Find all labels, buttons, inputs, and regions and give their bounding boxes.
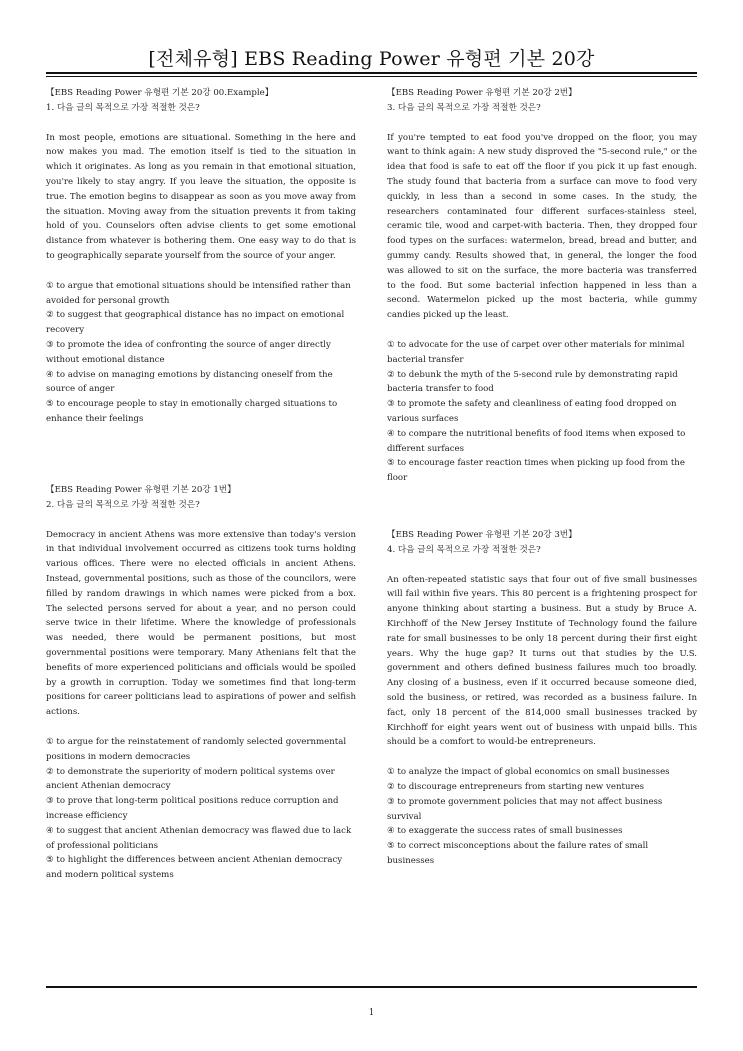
answer-option-2[interactable]: ② to demonstrate the superiority of modern political systems over ancient Athenian democracy <box>46 766 335 792</box>
answer-options <box>46 279 356 427</box>
answer-option-3[interactable]: ③ to promote government policies that may not affect business survival <box>387 796 663 822</box>
answer-option-3[interactable]: ③ to promote the safety and cleanliness of eating food dropped on various surfaces <box>387 399 677 424</box>
question-passage: Democracy in ancient Athens was more extensive than today's version in that individual involvement occurred as citizens took turns holding various offices. There were no elected officials in ancient Athens. Instead, governmental positions, such as those of the councilors, were filled by random drawings in which names were picked from a box. The selected persons served for about a year, and no person could serve twice in their lifetime. Where the knowledge of professionals was needed, there would be permanent positions, but most governmental positions were temporary. Many Athenians felt that the benefits of more experienced politicians and officials would be spoiled by a growth in corruption. Today we sometimes find that long-term positions for career politicians lead to aspirations of power and selfish actions. <box>46 529 356 718</box>
title-rule-thick <box>46 72 697 74</box>
answer-option-3[interactable]: ③ to prove that long-term political positions reduce corruption and increase efficiency <box>46 796 339 821</box>
question-prompt: 3. 다음 글의 목적으로 가장 적절한 것은? <box>387 102 541 113</box>
question-block-2 <box>46 483 356 883</box>
answer-option-5[interactable]: ⑤ to correct misconceptions about the failure rates of small businesses <box>387 841 649 866</box>
question-block-3 <box>387 86 697 486</box>
page-title: [전체유형] EBS Reading Power 유형편 기본 20강 <box>148 48 595 70</box>
question-passage: If you're tempted to eat food you've dropped on the floor, you may want to think again: A new study disproved the "5-second rule," or the idea that food is safe to eat off the floor if you pick it up fast enough. The study found that bacteria from a surface can move to food very quickly, in less than a second in some cases. In the study, the researchers contaminated four different surfaces-stainless steel, ceramic tile, wood and carpet-with bacteria. Then, they dropped four food types on the surfaces: watermelon, bread, bread and butter, and gummy candy. Results showed that, in general, the longer the food was allowed to sit on the surface, the more bacteria was transferred to the food. But some bacterial infection happened in less than a second. Watermelon picked up the most bacteria, while gummy candies picked up the least. <box>387 132 697 321</box>
answer-option-4[interactable]: ④ to exaggerate the success rates of small businesses <box>387 826 623 837</box>
answer-option-2[interactable]: ② to discourage entrepreneurs from starting new ventures <box>387 781 645 792</box>
question-prompt: 1. 다음 글의 목적으로 가장 적절한 것은? <box>46 102 200 113</box>
footer-rule <box>46 986 697 988</box>
answer-option-5[interactable]: ⑤ to encourage faster reaction times when picking up food from the floor <box>387 458 685 484</box>
answer-option-2[interactable]: ② to debunk the myth of the 5-second rule by demonstrating rapid bacteria transfer to food <box>387 369 678 395</box>
answer-option-1[interactable]: ① to argue that emotional situations should be intensified rather than avoided for personal growth <box>46 280 351 306</box>
answer-option-3[interactable]: ③ to promote the idea of confronting the source of anger directly without emotional distance <box>46 339 331 365</box>
answer-option-1[interactable]: ① to advocate for the use of carpet over other materials for minimal bacterial transfer <box>387 339 685 365</box>
question-source: 【EBS Reading Power 유형편 기본 20강 1번】 <box>46 485 236 495</box>
answer-option-5[interactable]: ⑤ to highlight the differences between ancient Athenian democracy and modern political systems <box>46 855 343 881</box>
question-source: 【EBS Reading Power 유형편 기본 20강 3번】 <box>387 530 577 540</box>
question-prompt: 4. 다음 글의 목적으로 가장 적절한 것은? <box>387 544 541 555</box>
question-passage: In most people, emotions are situational. Something in the here and now makes you mad. The emotion itself is tied to the situation in which it originates. As long as you remain in that emotional situation, you're likely to stay angry. If you leave the situation, the opposite is true. The emotion begins to disappear as soon as you move away from the situation. Moving away from the situation prevents it from taking hold of you. Counselors often advise clients to get some emotional distance from whatever is bothering them. One easy way to do that is to geographically separate yourself from the source of your anger. <box>46 132 356 261</box>
question-source: 【EBS Reading Power 유형편 기본 20강 00.Example】 <box>46 88 274 98</box>
title-rule-thin <box>46 76 697 77</box>
answer-option-2[interactable]: ② to suggest that geographical distance has no impact on emotional recovery <box>46 310 345 336</box>
question-prompt: 2. 다음 글의 목적으로 가장 적절한 것은? <box>46 499 200 510</box>
answer-option-5[interactable]: ⑤ to encourage people to stay in emotionally charged situations to enhance their feelings <box>46 399 338 424</box>
answer-option-4[interactable]: ④ to suggest that ancient Athenian democracy was flawed due to lack of professional politicians <box>46 825 352 851</box>
question-block-1 <box>46 86 356 427</box>
answer-options <box>46 735 356 883</box>
question-block-4 <box>387 528 697 869</box>
answer-options <box>387 765 697 869</box>
answer-option-4[interactable]: ④ to compare the nutritional benefits of food items when exposed to different surfaces <box>387 428 686 454</box>
page-number: 1 <box>368 1008 375 1018</box>
answer-option-1[interactable]: ① to argue for the reinstatement of randomly selected governmental positions in modern democracies <box>46 736 347 762</box>
answer-options <box>387 338 697 486</box>
answer-option-1[interactable]: ① to analyze the impact of global economics on small businesses <box>387 767 670 778</box>
answer-option-4[interactable]: ④ to advise on managing emotions by distancing oneself from the source of anger <box>46 369 333 395</box>
question-passage: An often-repeated statistic says that four out of five small businesses will fail within five years. This 80 percent is a frightening prospect for anyone thinking about starting a business. But a study by Bruce A. Kirchhoff of the New Jersey Institute of Technology found the failure rate for small businesses to be only 18 percent during their first eight years. Why the huge gap? It turns out that studies by the U.S. government and others defined business failures much too broadly. Any closing of a business, even if it occurred because someone died, sold the business, or retired, was recorded as a business failure. In fact, only 18 percent of the 814,000 small businesses tracked by Kirchhoff for eight years went out of business with unpaid bills. This should be a comfort to would-be entrepreneurs. <box>387 574 697 748</box>
question-source: 【EBS Reading Power 유형편 기본 20강 2번】 <box>387 88 577 98</box>
